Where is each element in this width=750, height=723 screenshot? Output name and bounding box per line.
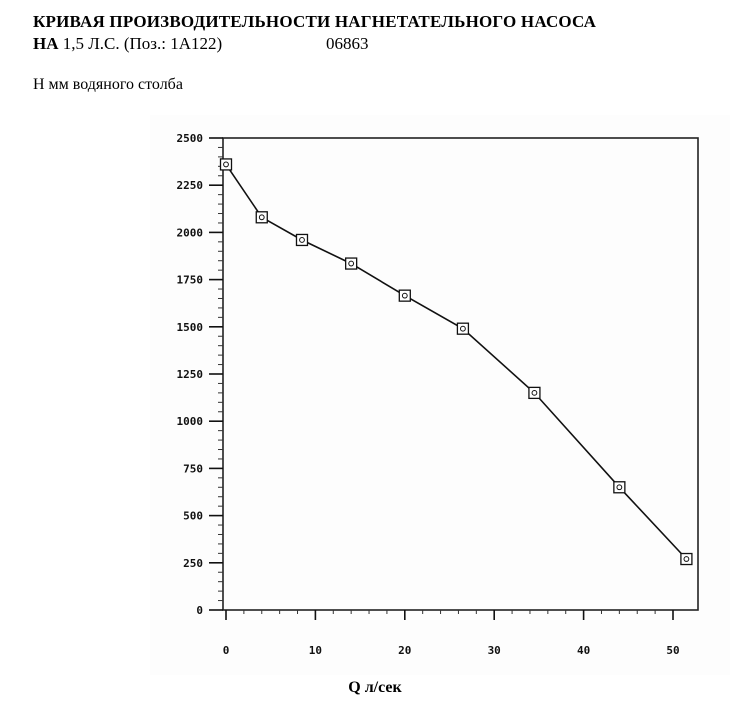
data-point-marker [399, 290, 410, 301]
x-tick-label: 30 [487, 644, 501, 657]
data-point-marker [346, 258, 357, 269]
y-axis-label: Н мм водяного столба [33, 76, 183, 93]
series-line [226, 164, 686, 559]
subtitle-bold: НА [33, 34, 59, 53]
y-tick-label: 0 [196, 604, 203, 617]
subtitle-rest: 1,5 Л.С. (Поз.: 1А122) [58, 34, 223, 53]
y-tick-label: 750 [183, 462, 203, 476]
x-tick-label: 0 [222, 644, 230, 657]
x-tick-label: 10 [308, 644, 323, 657]
y-tick-label: 1000 [176, 415, 203, 429]
chart-area [150, 115, 730, 675]
data-point-marker [614, 482, 625, 493]
x-tick-label: 50 [666, 644, 680, 657]
page-subtitle [33, 34, 369, 54]
plot-frame [223, 138, 698, 610]
pump-performance-chart [150, 115, 730, 675]
data-point-marker [296, 234, 307, 245]
y-tick-label: 1500 [176, 320, 203, 334]
document-code: 06863 [326, 34, 369, 53]
y-tick-label: 2000 [176, 226, 203, 240]
page-title: КРИВАЯ ПРОИЗВОДИТЕЛЬНОСТИ НАГНЕТАТЕЛЬНОГО НАСОСА [33, 12, 597, 31]
y-tick-label: 2250 [176, 179, 203, 193]
data-point-marker [256, 212, 267, 223]
y-tick-label: 500 [183, 509, 203, 523]
x-tick-label: 20 [398, 644, 412, 657]
data-point-marker [221, 159, 232, 170]
data-point-marker [681, 554, 692, 565]
y-tick-label: 1250 [176, 368, 203, 381]
x-tick-label: 40 [576, 644, 591, 657]
x-axis-label: Q л/сек [348, 679, 402, 696]
y-tick-label: 250 [183, 556, 203, 570]
data-point-marker [529, 387, 540, 398]
y-tick-label: 2500 [176, 132, 203, 145]
y-tick-label: 1750 [176, 273, 203, 287]
data-point-marker [457, 323, 468, 334]
